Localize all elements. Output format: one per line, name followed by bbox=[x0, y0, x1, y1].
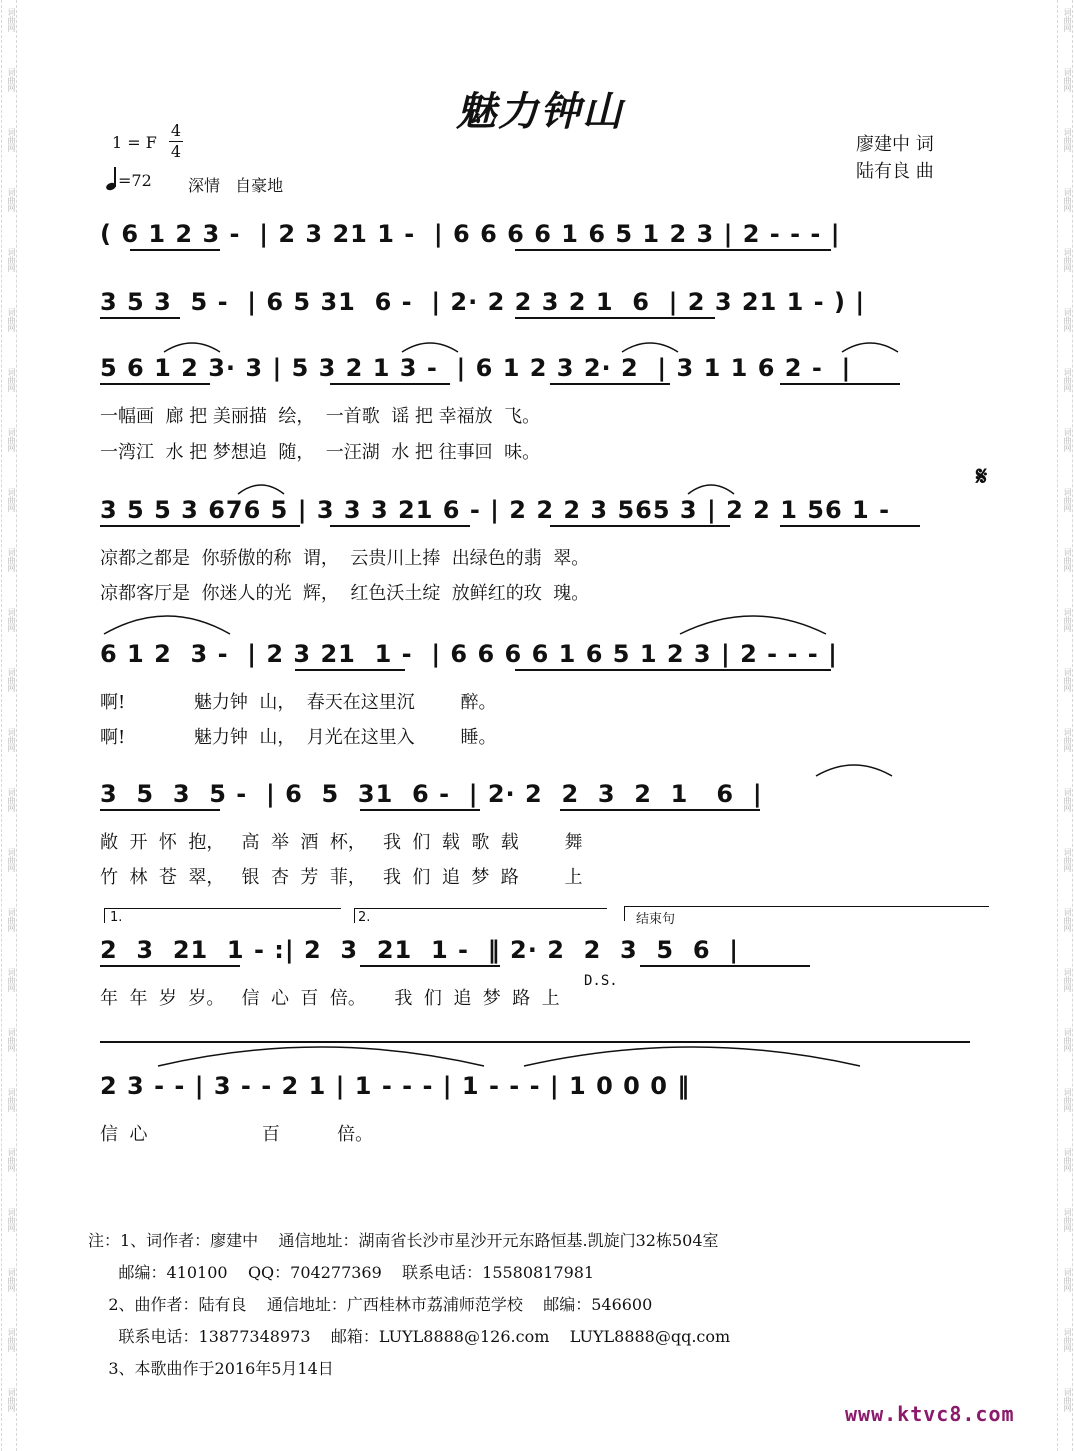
watermark-text: 词曲网 bbox=[1063, 548, 1072, 572]
footnote-line: 联系电话：13877348973 邮箱：LUYL8888@126.com LUYL8888@qq.com bbox=[88, 1327, 731, 1346]
slur bbox=[236, 480, 286, 496]
composer-credit: 陆有良 曲 bbox=[856, 161, 934, 182]
watermark-text: 词曲网 bbox=[1063, 8, 1072, 32]
notation-line-2: 3 5 3 5 - | 6 5 31 6 - | 2· 2 2 3 2 1 6 | 2 3 21 1 - ) | bbox=[100, 288, 866, 316]
watermark-text: 词曲网 bbox=[1063, 728, 1072, 752]
volta-label-2: 2. bbox=[358, 910, 371, 925]
watermark-text: 词曲网 bbox=[1063, 1028, 1072, 1052]
tempo-value: =72 bbox=[118, 171, 152, 190]
watermark-text: 词曲网 bbox=[1063, 1328, 1072, 1352]
slur bbox=[686, 480, 736, 496]
slur bbox=[400, 338, 460, 354]
quarter-note-icon bbox=[106, 168, 118, 190]
watermark-strip-left bbox=[1, 0, 17, 1451]
volta-label-1: 1. bbox=[110, 910, 123, 925]
watermark-text: 词曲网 bbox=[7, 608, 16, 632]
underline bbox=[100, 383, 210, 385]
watermark-text: 词曲网 bbox=[1063, 788, 1072, 812]
coda-bracket bbox=[624, 906, 989, 921]
watermark-text: 词曲网 bbox=[7, 1028, 16, 1052]
watermark-text: 词曲网 bbox=[1063, 308, 1072, 332]
volta-bracket-1 bbox=[104, 908, 341, 923]
underline bbox=[330, 383, 450, 385]
watermark-text: 词曲网 bbox=[1063, 668, 1072, 692]
watermark-text: 词曲网 bbox=[7, 728, 16, 752]
watermark-text: 词曲网 bbox=[1063, 1388, 1072, 1412]
underline bbox=[100, 809, 220, 811]
notation-line-4: 3 5 5 3 676 5 | 3 3 3 21 6 - | 2 2 2 3 565 3 | 2 2 1 56 1 - bbox=[100, 496, 891, 524]
notation-line-8: 2 3 - - | 3 - - 2 1 | 1 - - - | 1 - - - | 1 0 0 0 ‖ bbox=[100, 1072, 691, 1100]
lyrics-verse-2: 啊! 魅力钟 山， 月光在这里入 睡。 bbox=[100, 727, 497, 748]
watermark-text: 词曲网 bbox=[7, 848, 16, 872]
notation-line-1: ( 6 1 2 3 - | 2 3 21 1 - | 6 6 6 6 1 6 5 1 2 3 | 2 - - - | bbox=[100, 220, 841, 248]
watermark-text: 词曲网 bbox=[1063, 608, 1072, 632]
underline bbox=[130, 249, 220, 251]
coda-label: 结束句 bbox=[636, 912, 676, 927]
watermark-text: 词曲网 bbox=[7, 1148, 16, 1172]
notation-line-7: 2 3 21 1 - :| 2 3 21 1 - ‖ 2· 2 2 3 5 6 | bbox=[100, 936, 740, 964]
lyricist-credit: 廖建中 词 bbox=[856, 134, 934, 155]
underline bbox=[100, 965, 240, 967]
watermark-text: 词曲网 bbox=[1063, 248, 1072, 272]
watermark-text: 词曲网 bbox=[1063, 908, 1072, 932]
watermark-strip-right bbox=[1057, 0, 1073, 1451]
watermark-text: 词曲网 bbox=[7, 428, 16, 452]
lyrics-verse-1: 啊! 魅力钟 山， 春天在这里沉 醉。 bbox=[100, 692, 497, 713]
segno-icon: 𝄋 bbox=[976, 462, 988, 492]
tie bbox=[156, 1042, 486, 1068]
footnote-line: 邮编：410100 QQ：704277369 联系电话：15580817981 bbox=[88, 1263, 595, 1282]
time-signature bbox=[168, 121, 184, 162]
underline bbox=[360, 809, 480, 811]
volta-bracket-2 bbox=[354, 908, 607, 923]
underline bbox=[100, 525, 300, 527]
watermark-text: 词曲网 bbox=[7, 248, 16, 272]
underline bbox=[640, 965, 810, 967]
underline bbox=[515, 669, 831, 671]
underline bbox=[360, 965, 500, 967]
watermark-text: 词曲网 bbox=[7, 668, 16, 692]
underline bbox=[550, 383, 670, 385]
underline bbox=[550, 525, 730, 527]
tie bbox=[522, 1042, 862, 1068]
watermark-text: 词曲网 bbox=[1063, 1208, 1072, 1232]
watermark-text: 词曲网 bbox=[7, 308, 16, 332]
watermark-text: 词曲网 bbox=[7, 1328, 16, 1352]
expression-marking: 深情 自豪地 bbox=[188, 176, 284, 195]
watermark-text: 词曲网 bbox=[1063, 128, 1072, 152]
lyrics-verse-1: 凉都之都是 你骄傲的称 谓， 云贵川上捧 出绿色的翡 翠。 bbox=[100, 548, 590, 569]
site-logo: www.ktvc8.com bbox=[845, 1402, 1015, 1426]
watermark-text: 词曲网 bbox=[1063, 968, 1072, 992]
watermark-text: 词曲网 bbox=[1063, 1148, 1072, 1172]
slur bbox=[678, 610, 828, 636]
watermark-text: 词曲网 bbox=[1063, 68, 1072, 92]
footnotes bbox=[88, 1225, 730, 1385]
credits bbox=[856, 131, 934, 185]
watermark-text: 词曲网 bbox=[1063, 488, 1072, 512]
time-signature-bottom: 4 bbox=[170, 142, 182, 161]
underline bbox=[515, 249, 831, 251]
underline bbox=[515, 317, 715, 319]
watermark-text: 词曲网 bbox=[7, 548, 16, 572]
watermark-text: 词曲网 bbox=[7, 788, 16, 812]
underline bbox=[100, 317, 180, 319]
notation-line-5: 6 1 2 3 - | 2 3 21 1 - | 6 6 6 6 1 6 5 1 2 3 | 2 - - - | bbox=[100, 640, 838, 668]
slur bbox=[620, 338, 680, 354]
watermark-text: 词曲网 bbox=[7, 188, 16, 212]
slur bbox=[102, 610, 232, 636]
underline bbox=[780, 383, 900, 385]
dal-segno-marking: D.S. bbox=[584, 973, 618, 989]
watermark-text: 词曲网 bbox=[1063, 428, 1072, 452]
notation-line-6: 3 5 3 5 - | 6 5 31 6 - | 2· 2 2 3 2 1 6 | bbox=[100, 780, 763, 808]
lyrics-line-7: 年 年 岁 岁。 信 心 百 倍。 我 们 追 梦 路 上 bbox=[100, 988, 560, 1009]
watermark-text: 词曲网 bbox=[1063, 188, 1072, 212]
lyrics-line-8: 信 心 百 倍。 bbox=[100, 1124, 374, 1145]
footnote-line: 3、本歌曲作于2016年5月14日 bbox=[88, 1359, 334, 1378]
lyrics-verse-1: 敞 开 怀 抱， 高 举 酒 杯， 我 们 载 歌 载 舞 bbox=[100, 832, 583, 853]
slur bbox=[840, 338, 900, 354]
underline bbox=[295, 669, 405, 671]
lyrics-verse-2: 竹 林 苍 翠， 银 杏 芳 菲， 我 们 追 梦 路 上 bbox=[100, 867, 583, 888]
watermark-text: 词曲网 bbox=[7, 8, 16, 32]
slur bbox=[162, 338, 222, 354]
watermark-text: 词曲网 bbox=[7, 128, 16, 152]
footnote-line: 注：1、词作者：廖建中 通信地址：湖南省长沙市星沙开元东路恒基.凯旋门32栋504室 bbox=[88, 1231, 719, 1250]
underline bbox=[560, 809, 760, 811]
lyrics-verse-1: 一幅画 廊 把 美丽描 绘， 一首歌 谣 把 幸福放 飞。 bbox=[100, 406, 541, 427]
slur bbox=[814, 760, 894, 778]
watermark-text: 词曲网 bbox=[7, 1388, 16, 1412]
watermark-text: 词曲网 bbox=[1063, 368, 1072, 392]
time-signature-top: 4 bbox=[170, 121, 182, 140]
watermark-text: 词曲网 bbox=[7, 68, 16, 92]
key-signature: 1 = F bbox=[112, 133, 157, 152]
lyrics-verse-2: 凉都客厅是 你迷人的光 辉， 红色沃土绽 放鲜红的玫 瑰。 bbox=[100, 583, 590, 604]
watermark-text: 词曲网 bbox=[7, 1268, 16, 1292]
watermark-text: 词曲网 bbox=[7, 1208, 16, 1232]
watermark-text: 词曲网 bbox=[7, 488, 16, 512]
watermark-text: 词曲网 bbox=[1063, 1268, 1072, 1292]
underline bbox=[330, 525, 470, 527]
watermark-text: 词曲网 bbox=[1063, 848, 1072, 872]
underline bbox=[780, 525, 920, 527]
song-title: 魅力钟山 bbox=[456, 88, 624, 135]
watermark-text: 词曲网 bbox=[7, 1088, 16, 1112]
watermark-text: 词曲网 bbox=[7, 368, 16, 392]
footnote-line: 2、曲作者：陆有良 通信地址：广西桂林市荔浦师范学校 邮编：546600 bbox=[88, 1295, 653, 1314]
watermark-text: 词曲网 bbox=[1063, 1088, 1072, 1112]
tempo-marking bbox=[106, 168, 152, 190]
notation-line-3: 5 6 1 2 3· 3 | 5 3 2 1 3 - | 6 1 2 3 2· 2 | 3 1 1 6 2 - | bbox=[100, 354, 852, 382]
watermark-text: 词曲网 bbox=[7, 968, 16, 992]
watermark-text: 词曲网 bbox=[7, 908, 16, 932]
lyrics-verse-2: 一湾江 水 把 梦想追 随， 一汪湖 水 把 往事回 味。 bbox=[100, 442, 541, 463]
